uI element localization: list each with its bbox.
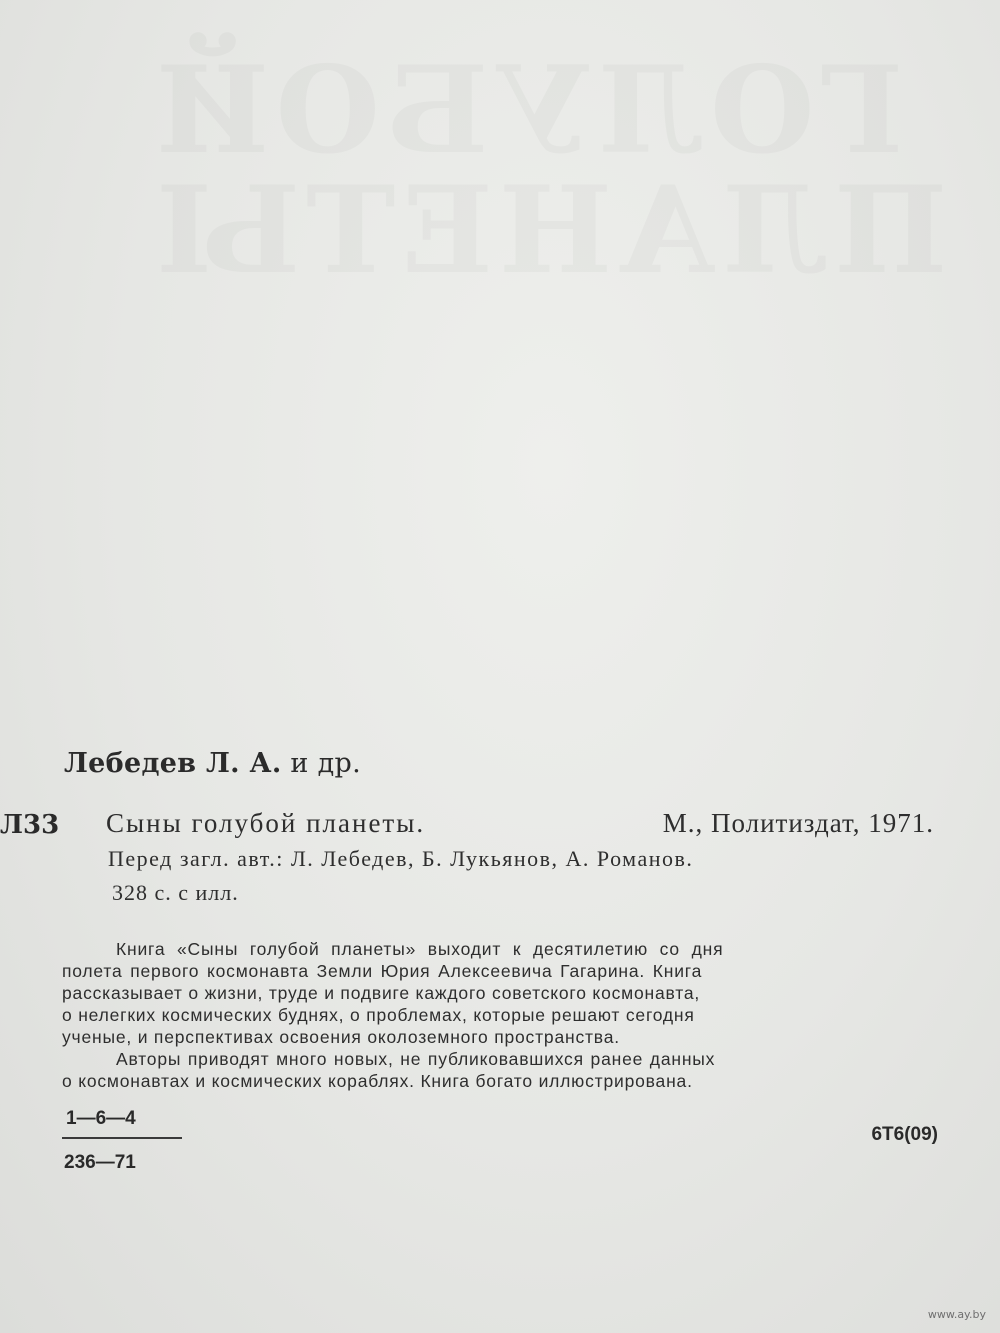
annotation-line: полета первого космонавта Земли Юрия Алексеевича Гагарина. Книга (62, 961, 703, 981)
annotation-line: Авторы приводят много новых, не публиковавшихся ранее данных (116, 1049, 716, 1069)
book-title: Сыны голубой планеты. (106, 808, 426, 838)
fraction-rule (62, 1137, 182, 1139)
page-count: 328 с. с илл. (112, 880, 239, 905)
author-line (64, 748, 361, 779)
annotation-paragraph-1 (62, 938, 942, 1048)
bleed-through-text: ГОЛУБОЙ (150, 40, 904, 181)
annotation-paragraph-2 (62, 1048, 942, 1092)
watermark: www.ay.by (927, 1308, 986, 1321)
authors-note: Перед загл. авт.: Л. Лебедев, Б. Лукьянов, А. Романов. (108, 846, 694, 871)
author-suffix: и др. (281, 748, 361, 779)
annotation-line: о космонавтах и космических кораблях. Книга богато иллюстрирована. (62, 1071, 693, 1091)
classification-code: 6Т6(09) (871, 1124, 938, 1145)
index-code: Л33 (0, 810, 60, 840)
annotation-line: о нелегких космических буднях, о проблемах, которые решают сегодня (62, 1005, 695, 1025)
fraction-denominator: 236—71 (64, 1152, 136, 1173)
annotation-line: Книга «Сыны голубой планеты» выходит к десятилетию со дня (116, 939, 724, 959)
bleed-through-text-2: ПЛАНЕТЫ (150, 160, 948, 301)
author-name: Лебедев Л. А. (64, 748, 282, 779)
annotation-line: ученые, и перспективах освоения околоземного пространства. (62, 1027, 620, 1047)
annotation (62, 938, 942, 1092)
imprint: М., Политиздат, 1971. (662, 808, 934, 838)
fraction-numerator: 1—6—4 (66, 1108, 136, 1129)
annotation-line: рассказывает о жизни, труде и подвиге каждого советского космонавта, (62, 983, 701, 1003)
